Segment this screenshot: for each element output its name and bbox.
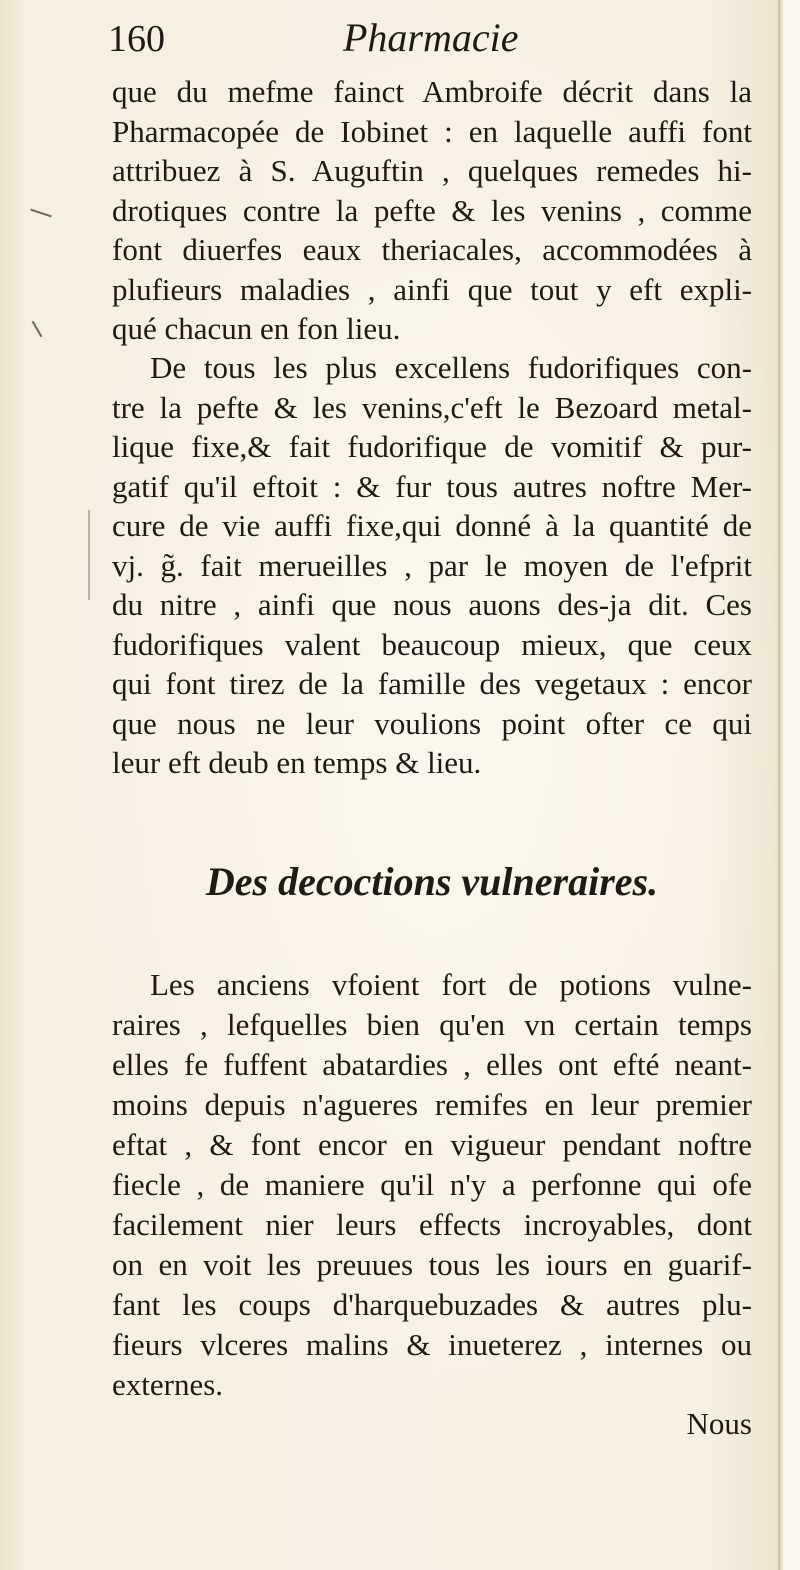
text-line: font diuerfes eaux theriacales, accommodées à	[112, 232, 752, 267]
text-line: fant les coups d'harquebuzades & autres plu-	[112, 1287, 752, 1322]
text-line: fieurs vlceres malins & inueterez , internes ou	[112, 1327, 752, 1362]
text-line: De tous les plus excellens fudorifiques con-	[150, 350, 752, 385]
ink-mark	[88, 510, 90, 600]
text-line: plufieurs maladies , ainfi que tout y eft expli-	[112, 271, 752, 307]
text-line: on en voit les preuues tous les iours en guarif-	[112, 1247, 752, 1282]
text-line: raires , lefquelles bien qu'en vn certain temps	[112, 1007, 752, 1042]
text-line: facilement nier leurs effects incroyables, dont	[112, 1207, 752, 1242]
running-title: Pharmacie	[343, 15, 519, 60]
text-line: tre la pefte & les venins,c'eft le Bezoard metal-	[112, 389, 752, 425]
text-line: Pharmacopée de Iobinet : en laquelle auffi font	[112, 113, 752, 149]
ink-mark	[32, 321, 43, 338]
text-line: cure de vie auffi fixe,qui donné à la quantité de	[112, 508, 752, 543]
section-heading: Des decoctions vulneraires.	[205, 859, 659, 904]
text-line: qué chacun en fon lieu.	[112, 311, 401, 346]
text-line: gatif qu'il eftoit : & fur tous autres noftre Mer-	[112, 468, 752, 504]
text-line: vj. g̃. fait merueilles , par le moyen de l'efprit	[112, 547, 752, 583]
ink-mark	[30, 209, 52, 218]
text-line: qui font tirez de la famille des vegetaux : encor	[112, 666, 752, 701]
text-line: Les anciens vfoient fort de potions vulne-	[150, 967, 752, 1002]
page-number: 160	[108, 18, 165, 60]
page-edge	[778, 0, 780, 1570]
text-line: moins depuis n'agueres remifes en leur premier	[112, 1087, 752, 1122]
text-line: lique fixe,& fait fudorifique de vomitif & pur-	[112, 429, 752, 464]
text-line: fudorifiques valent beaucoup mieux, que ceux	[112, 626, 752, 662]
paragraph-3	[112, 965, 752, 1405]
text-line: fiecle , de maniere qu'il n'y a perfonne qui ofe	[112, 1167, 752, 1202]
text-line: eftat , & font encor en vigueur pendant noftre	[112, 1127, 752, 1162]
text-line: que nous ne leur voulions point ofter ce qui	[112, 705, 752, 741]
text-line: du nitre , ainfi que nous auons des-ja dit. Ces	[112, 587, 752, 622]
text-line: leur eft deub en temps & lieu.	[112, 745, 482, 780]
text-line: drotiques contre la pefte & les venins , comme	[112, 192, 752, 228]
text-line: attribuez à S. Auguftin , quelques remedes hi-	[112, 153, 752, 188]
paragraph-2	[112, 348, 752, 783]
paragraph-1	[112, 72, 752, 349]
text-line: que du mefme fainct Ambroife décrit dans la	[112, 74, 752, 109]
text-line: externes.	[112, 1367, 224, 1402]
text-line: elles fe fuffent abatardies , elles ont efté neant-	[112, 1047, 752, 1082]
running-head	[108, 14, 668, 74]
catchword: Nous	[686, 1406, 752, 1441]
